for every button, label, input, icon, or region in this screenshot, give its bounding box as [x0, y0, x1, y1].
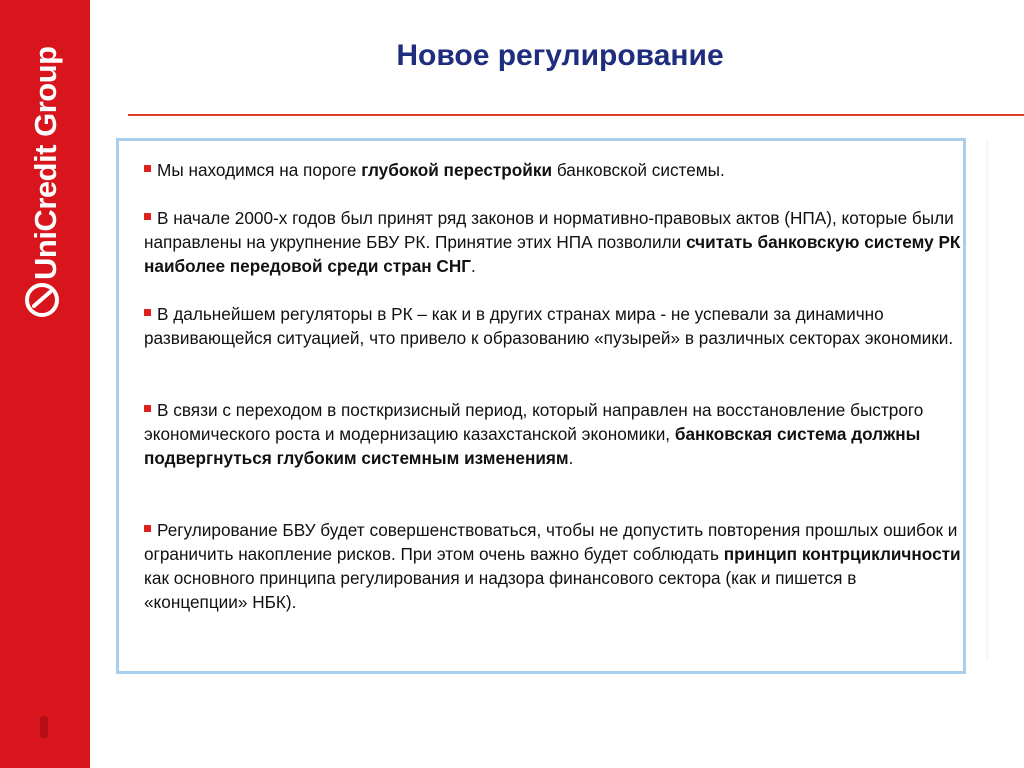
emphasis-text: считать банковскую систему РК наиболее передовой среди стран СНГ: [144, 232, 961, 276]
logo-wordmark: UniCredit Group: [28, 46, 63, 280]
bullet-paragraph-4: [144, 398, 964, 470]
unicredit-logo: [22, 30, 70, 330]
bullet-square-icon: [144, 525, 151, 532]
emphasis-text: банковская система должны подвергнуться глубоким системным изменениям: [144, 424, 921, 468]
bullet-square-icon: [144, 405, 151, 412]
brand-sidebar: [0, 0, 90, 768]
paragraph-text: В связи с переходом в посткризисный период, который направлен на восстановление быстрого экономического роста и модернизацию казахстанской экономики,: [144, 400, 924, 444]
slide-title: Новое регулирование: [396, 39, 724, 72]
paragraph-text: Мы находимся на пороге: [157, 160, 362, 180]
bullet-square-icon: [144, 213, 151, 220]
emphasis-text: глубокой перестройки: [361, 160, 553, 180]
box-shadow-edge: [986, 140, 990, 660]
title-divider: [128, 114, 1024, 116]
bullet-paragraph-5: [144, 518, 964, 614]
bullet-paragraph-1: [144, 158, 964, 182]
paragraph-text: банковской системы.: [552, 160, 725, 180]
bullet-paragraph-2: [144, 206, 964, 278]
bullet-paragraph-3: [144, 302, 964, 350]
paragraph-text: .: [471, 256, 476, 276]
unicredit-emblem-icon: [24, 282, 60, 318]
paragraph-text: В начале 2000-х годов был принят ряд законов и нормативно-правовых актов (НПА), которые были направлены на укрупнение БВУ РК. Принятие этих НПА позволили: [144, 208, 954, 252]
bullet-square-icon: [144, 165, 151, 172]
paragraph-text: .: [568, 448, 574, 468]
paragraph-text: как основного принципа регулирования и надзора финансового сектора (как и пишется в «концепции» НБК).: [144, 568, 857, 612]
small-logo-icon: [38, 714, 50, 740]
paragraph-text: В дальнейшем регуляторы в РК – как и в других странах мира - не успевали за динамично развивающейся ситуацией, что привело к образованию «пузырей» в различных секторах экономики.: [144, 304, 954, 348]
paragraph-text: Регулирование БВУ будет совершенствоваться, чтобы не допустить повторения прошлых ошибок и ограничить накопление рисков. При этом очень важно будет соблюдать: [144, 520, 958, 564]
emphasis-text: принцип контрцикличности: [723, 544, 961, 564]
bullet-square-icon: [144, 309, 151, 316]
